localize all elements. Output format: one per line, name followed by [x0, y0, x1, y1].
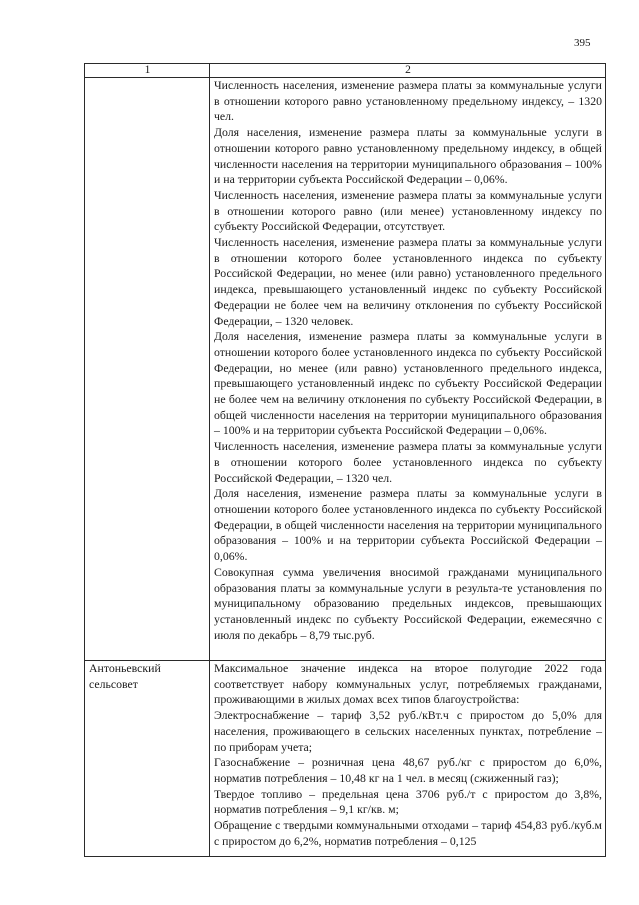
- paragraph: Максимальное значение индекса на второе полугодие 2022 года соответствует набору коммунальных услуг, потребляемых гражданами, проживающими в жилых домах всех типов благоустройства:: [214, 661, 602, 707]
- document-table: [84, 63, 606, 857]
- paragraph: Численность населения, изменение размера платы за коммунальные услуги в отношении которого более установленного индекса по субъекту Российской Федерации, – 1320 чел.: [214, 439, 602, 485]
- paragraph: Твердое топливо – предельная цена 3706 руб./т с приростом до 3,8%, норматив потребления – 9,1 кг/кв. м;: [214, 786, 602, 817]
- row-content-cell: [210, 78, 606, 661]
- column-header-1: 1: [85, 64, 210, 78]
- paragraph: Численность населения, изменение размера платы за коммунальные услуги в отношении которого равно (или менее) установленному индексу по субъекту Российской Федерации, отсутствует.: [214, 187, 602, 234]
- table-header-row: [85, 64, 606, 78]
- table-row: [85, 78, 606, 661]
- page-number: 395: [574, 37, 591, 49]
- paragraph: Численность населения, изменение размера платы за коммунальные услуги в отношении которого более установленного индекса по субъекту Российской Федерации, но менее (или равно) установленного предельного индекса, превышающего установленный индекс по субъекту Российской Федерации не более чем на величину отклонения по субъекту Российской Федерации, – 1320 человек.: [214, 235, 602, 328]
- paragraph: Электроснабжение – тариф 3,52 руб./кВт.ч с приростом до 5,0% для населения, проживающего в сельских населенных пунктах, потребление – по приборам учета;: [214, 708, 602, 754]
- paragraph: Численность населения, изменение размера платы за коммунальные услуги в отношении которого равно установленному предельному индексу, – 1320 чел.: [214, 78, 602, 124]
- municipality-type: сельсовет: [89, 676, 138, 691]
- paragraph: Доля населения, изменение размера платы за коммунальные услуги в отношении которого более установленного индекса по субъекту Российской Федерации, но менее (или равно) установленного предельного индекса, превышающего установленный индекс по субъекту Российской Федерации не более чем на величину отклонения по субъекту Российской Федерации, в общей численности населения на территории муниципального образования – 100% и на территории субъекта Российской Федерации – 0,06%.: [214, 329, 602, 438]
- row-label-cell: [85, 661, 210, 857]
- paragraph: Доля населения, изменение размера платы за коммунальные услуги в отношении которого равно установленному предельному индексу, в общей численности населения на территории муниципального образования – 100% и на территории субъекта Российской Федерации – 0,06%.: [214, 125, 602, 187]
- municipality-name: Антоньевский: [89, 661, 161, 675]
- paragraph: Совокупная сумма увеличения вносимой гражданами муниципального образования платы за коммунальные услуги в результа-те установления по муниципальному образованию предельных индексов, превышающих установленный индекс по субъекту Российской Федерации, ежемесячно с июля по декабрь – 8,79 тыс.руб.: [214, 564, 602, 642]
- table-row: [85, 661, 606, 857]
- row-label-cell: [85, 78, 210, 661]
- paragraph: Газоснабжение – розничная цена 48,67 руб./кг с приростом до 6,0%, норматив потребления – 10,48 кг на 1 чел. в месяц (сжиженный газ);: [214, 755, 602, 785]
- row-content-cell: [210, 661, 606, 857]
- column-header-2: 2: [210, 64, 606, 78]
- paragraph: Обращение с твердыми коммунальными отходами – тариф 454,83 руб./куб.м с приростом до 6,2%, норматив потребления – 0,125: [214, 818, 602, 848]
- paragraph: Доля населения, изменение размера платы за коммунальные услуги в отношении которого более установленного индекса по субъекту Российской Федерации, в общей численности населения на территории муниципального образования – 100% и на территории субъекта Российской Федерации – 0,06%.: [214, 486, 602, 564]
